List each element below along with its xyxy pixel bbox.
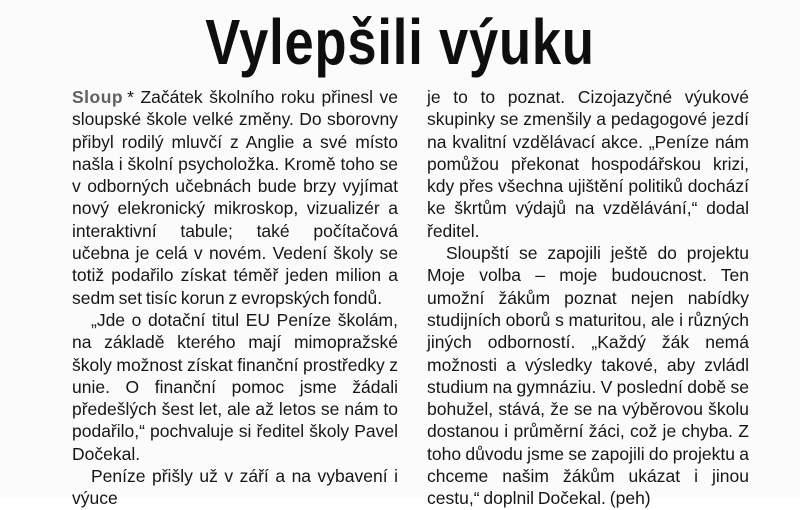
article-headline: Vylepšili výuku bbox=[205, 6, 595, 78]
article-paragraph-4: Sloupští se zapojili ještě do projektu Moje volba – moje budoucnost. Ten umožní žákům poznat nejen nabídky studijních oborů s maturitou, ale i různých jiných odborností. „Každý žák nemá možnosti a výsledky takové, aby zvládl studium na gymnáziu. V poslední době se bohužel, stává, že se na výběrovou školu dostanou i průměrní žáci, což je chyba. Z toho důvodu jsme se zapojili do projektu a chceme našim žákům ukázat i jinou cestu,“ doplnil Dočekal. (peh) bbox=[427, 243, 749, 509]
article-paragraph-1 bbox=[72, 86, 398, 309]
article-left-column bbox=[72, 86, 398, 510]
article-paragraph-3-continued: je to to poznat. Cizojazyčné výukové skupinky se zmenšily a pedagogové jezdí na kvalitní vzdělávací akce. „Peníze nám pomůžou překonat hospodářskou krizi, kdy přes všechna ujištění politiků dochází ke škrtům výdajů na vzdělávání,“ dodal ředitel. bbox=[427, 87, 749, 241]
dateline-separator: * bbox=[127, 87, 134, 107]
article-right-column bbox=[427, 86, 749, 510]
article-paragraph-3: Peníze přišly už v září a na vybavení i výuce bbox=[72, 466, 398, 509]
article-paragraph-2: „Jde o dotační titul EU Peníze školám, na základě kterého mají mimopražské školy možnost získat finanční prostředky z unie. O finanční pomoc jsme žádali předešlých šest let, ale až letos se nám to podařilo,“ pochvaluje si ředitel školy Pavel Dočekal. bbox=[72, 309, 398, 464]
paragraph-text: Začátek školního roku přinesl ve sloupské škole velké změny. Do sborovny přibyl rodilý mluvčí z Anglie a své místo našla i školní psycholožka. Kromě toho se v odborných učebnách bude brzy vyjímat nový elekronický mikroskop, vizualizér a interaktivní tabule; také počítačová učebna je celá v novém. Vedení školy se totiž podařilo získat téměř jeden milion a sedm set tisíc korun z evropských fondů. bbox=[72, 87, 398, 308]
article-dateline: Sloup bbox=[72, 87, 124, 107]
